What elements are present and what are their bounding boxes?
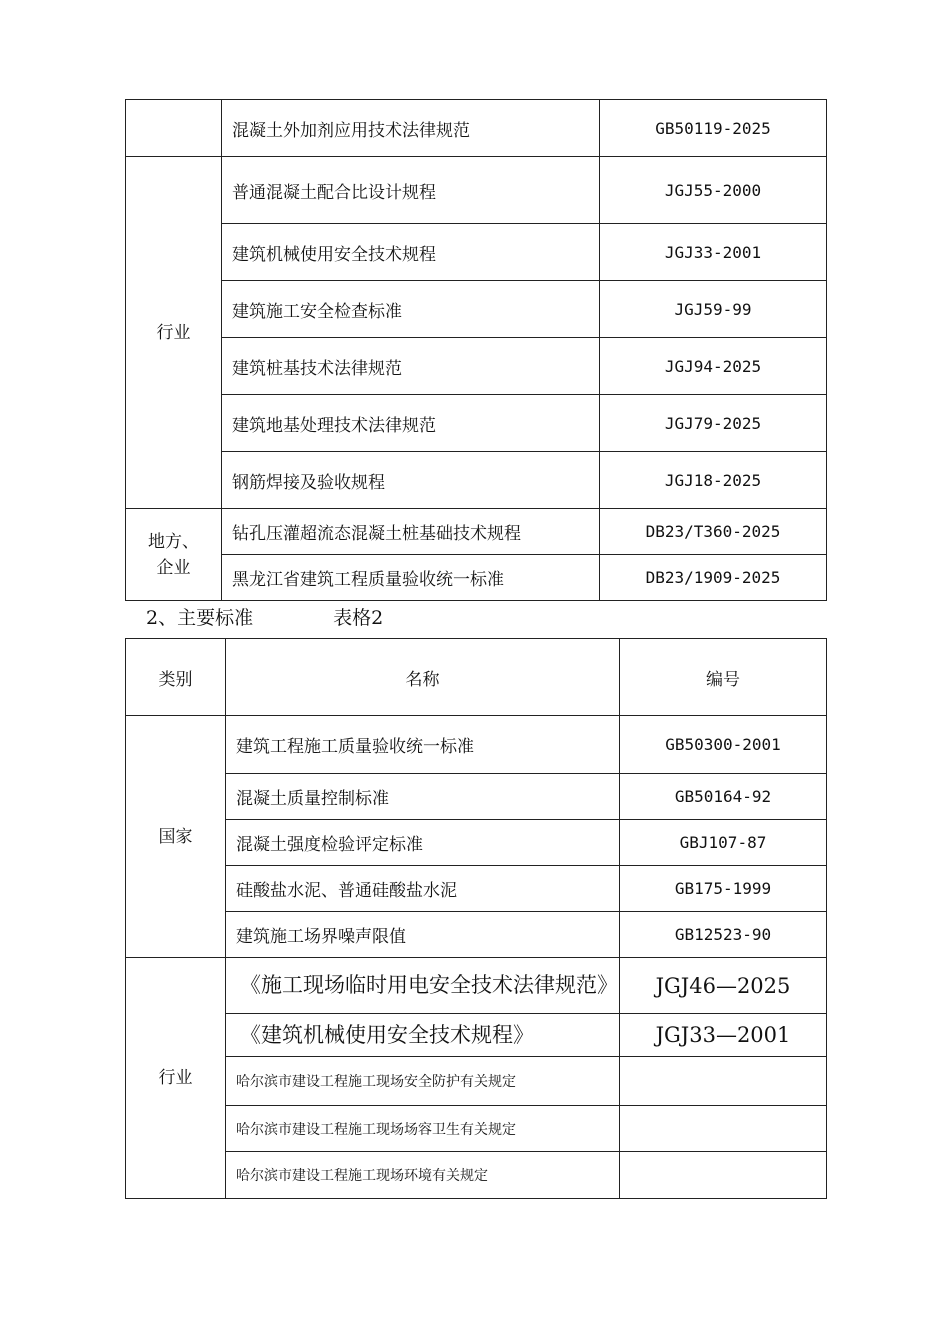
standard-code: JGJ94-2025 — [600, 338, 827, 395]
standard-name: 混凝土质量控制标准 — [226, 774, 620, 820]
table-row — [126, 157, 827, 224]
standard-code: JGJ18-2025 — [600, 452, 827, 509]
standard-name: 哈尔滨市建设工程施工现场场容卫生有关规定 — [226, 1106, 620, 1152]
standard-name: 《建筑机械使用安全技术规程》 — [226, 1014, 620, 1057]
table-row — [126, 1106, 827, 1152]
standard-name: 建筑机械使用安全技术规程 — [222, 224, 600, 281]
standard-name: 钻孔压灌超流态混凝土桩基础技术规程 — [222, 509, 600, 555]
standard-name: 硅酸盐水泥、普通硅酸盐水泥 — [226, 866, 620, 912]
table-row — [126, 1152, 827, 1199]
table-row — [126, 958, 827, 1014]
table-row — [126, 100, 827, 157]
category-cell: 国家 — [126, 716, 226, 958]
standard-name: 混凝土外加剂应用技术法律规范 — [222, 100, 600, 157]
table-row — [126, 281, 827, 338]
table-row — [126, 452, 827, 509]
standard-name: 黑龙江省建筑工程质量验收统一标准 — [222, 555, 600, 601]
standard-code — [620, 1152, 827, 1199]
category-cell: 地方、企业 — [126, 509, 222, 601]
standard-name: 钢筋焊接及验收规程 — [222, 452, 600, 509]
header-name: 名称 — [226, 639, 620, 716]
table-row — [126, 912, 827, 958]
standard-name: 建筑桩基技术法律规范 — [222, 338, 600, 395]
standard-name: 建筑地基处理技术法律规范 — [222, 395, 600, 452]
table-row — [126, 338, 827, 395]
standard-code: GB175-1999 — [620, 866, 827, 912]
standards-table-2 — [125, 638, 827, 1199]
standard-name: 建筑工程施工质量验收统一标准 — [226, 716, 620, 774]
header-category: 类别 — [126, 639, 226, 716]
table-row — [126, 820, 827, 866]
table-row — [126, 224, 827, 281]
standard-code: JGJ46—2025 — [620, 958, 827, 1014]
category-cell: 行业 — [126, 157, 222, 509]
standard-code: JGJ33—2001 — [620, 1014, 827, 1057]
standard-name: 哈尔滨市建设工程施工现场安全防护有关规定 — [226, 1057, 620, 1106]
standard-code: GB50119-2025 — [600, 100, 827, 157]
standard-code: JGJ55-2000 — [600, 157, 827, 224]
table-row — [126, 716, 827, 774]
standard-code: GB50164-92 — [620, 774, 827, 820]
section-title: 2、主要标准 — [146, 607, 254, 629]
category-cell: 行业 — [126, 958, 226, 1199]
standard-name: 哈尔滨市建设工程施工现场环境有关规定 — [226, 1152, 620, 1199]
standard-code — [620, 1057, 827, 1106]
standard-name: 混凝土强度检验评定标准 — [226, 820, 620, 866]
table-row — [126, 555, 827, 601]
table-row — [126, 395, 827, 452]
standard-code: JGJ33-2001 — [600, 224, 827, 281]
standard-code: DB23/1909-2025 — [600, 555, 827, 601]
standard-code: GB12523-90 — [620, 912, 827, 958]
standard-code: JGJ79-2025 — [600, 395, 827, 452]
standard-code: GBJ107-87 — [620, 820, 827, 866]
standard-code: GB50300-2001 — [620, 716, 827, 774]
table-header-row — [126, 639, 827, 716]
standards-table-1 — [125, 99, 827, 601]
standard-code — [620, 1106, 827, 1152]
table-row — [126, 774, 827, 820]
table-row — [126, 1014, 827, 1057]
category-cell — [126, 100, 222, 157]
section-heading — [146, 603, 383, 630]
standard-name: 普通混凝土配合比设计规程 — [222, 157, 600, 224]
standard-name: 《施工现场临时用电安全技术法律规范》 — [226, 958, 620, 1014]
table-label: 表格2 — [333, 607, 384, 629]
standard-name: 建筑施工场界噪声限值 — [226, 912, 620, 958]
standard-code: DB23/T360-2025 — [600, 509, 827, 555]
standard-code: JGJ59-99 — [600, 281, 827, 338]
header-code: 编号 — [620, 639, 827, 716]
table-row — [126, 1057, 827, 1106]
table-row — [126, 866, 827, 912]
table-row — [126, 509, 827, 555]
standard-name: 建筑施工安全检查标准 — [222, 281, 600, 338]
